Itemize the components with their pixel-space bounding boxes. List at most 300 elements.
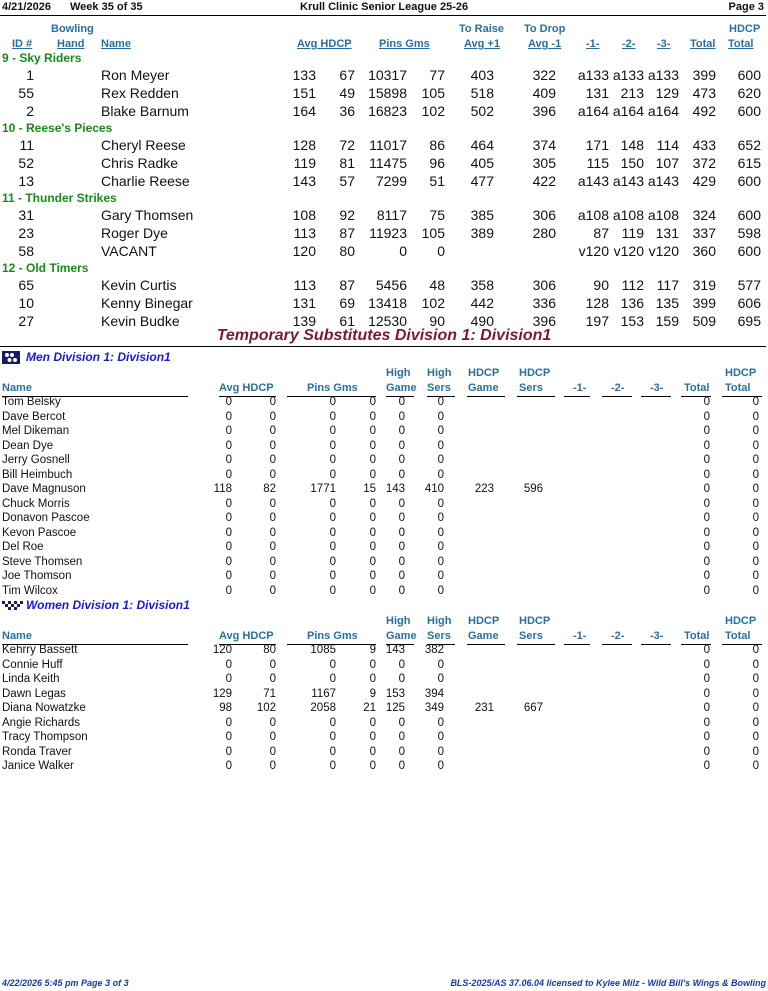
sub-hs: 349 <box>424 702 444 714</box>
bowler-raise: 464 <box>470 137 494 153</box>
bowler-row <box>0 67 768 85</box>
bowler-avg: 151 <box>292 85 316 101</box>
sub-name: Jerry Gosnell <box>2 454 70 466</box>
sub-avg: 0 <box>225 570 232 582</box>
sub-hs: 0 <box>437 497 444 510</box>
sub-hs: 0 <box>437 760 444 772</box>
sub-hg: 143 <box>385 644 405 656</box>
sub-hdcp: 0 <box>269 570 276 582</box>
sub-hs: 0 <box>437 512 444 524</box>
sub-name: Chuck Morris <box>2 497 70 510</box>
sub-hdcp: 0 <box>269 396 276 408</box>
sub-hdcp: 0 <box>269 468 276 481</box>
bowler-id: 1 <box>26 67 34 83</box>
sub-pins: 0 <box>329 512 336 524</box>
col-avg-minus1: Avg -1 <box>528 38 562 50</box>
sub-col-hdcp-game-bottom: Game <box>468 630 499 642</box>
bowler-raise: 490 <box>470 313 494 329</box>
sub-col-game3: -3- <box>650 382 664 394</box>
sub-hg: 153 <box>385 687 405 700</box>
sub-gms: 0 <box>369 468 376 481</box>
bowler-hdcp: 61 <box>339 313 355 329</box>
sub-gms: 0 <box>369 716 376 729</box>
women-sub-row <box>0 702 768 716</box>
sub-avg: 0 <box>225 410 232 423</box>
sub-pins: 0 <box>329 584 336 597</box>
women-sub-row <box>0 746 768 760</box>
bowler-total: 399 <box>692 295 716 311</box>
sub-total: 0 <box>703 425 710 437</box>
women-title-text: Women Division 1: Division1 <box>26 598 190 612</box>
bowler-hdcp: 57 <box>339 173 355 189</box>
sub-col-high-game-bottom: Game <box>386 382 417 394</box>
sub-pins: 1771 <box>310 483 336 495</box>
sub-hdcp: 0 <box>269 555 276 568</box>
sub-pins: 0 <box>329 658 336 671</box>
page-number: Page 3 <box>728 1 764 13</box>
sub-pins: 0 <box>329 745 336 758</box>
col-to-drop: To Drop <box>524 23 566 35</box>
sub-pins: 0 <box>329 526 336 539</box>
sub-avg: 129 <box>212 687 232 700</box>
sub-avg: 0 <box>225 731 232 743</box>
sub-hg: 0 <box>398 673 405 685</box>
sub-col-hdcp-total-top: HDCP <box>725 615 757 627</box>
sub-col-high-sers-bottom: Sers <box>427 630 451 642</box>
sub-avg: 0 <box>225 658 232 671</box>
bowler-gms: 96 <box>429 155 445 171</box>
sub-hs: 0 <box>437 570 444 582</box>
section-divider <box>0 346 766 347</box>
sub-htotal: 0 <box>752 468 759 481</box>
sub-pins: 2058 <box>310 702 336 714</box>
bowler-pins: 8117 <box>376 207 407 223</box>
sub-avg: 0 <box>225 584 232 597</box>
sub-hg: 0 <box>398 716 405 729</box>
sub-gms: 0 <box>369 454 376 466</box>
sub-total: 0 <box>703 760 710 772</box>
sub-hs: 0 <box>437 425 444 437</box>
bowler-row <box>0 207 768 225</box>
sub-col-high-game-top: High <box>386 615 411 627</box>
bowler-total: 324 <box>692 207 716 223</box>
sub-hg: 0 <box>398 555 405 568</box>
bowler-total: 360 <box>692 243 716 259</box>
sub-pins: 1167 <box>311 687 336 700</box>
sub-hdcp: 0 <box>269 745 276 758</box>
bowler-avg: 120 <box>292 243 316 259</box>
sub-col-high-sers-top: High <box>427 367 452 379</box>
bowler-name: Charlie Reese <box>101 173 190 189</box>
bowler-gms: 75 <box>429 207 445 223</box>
sub-pins: 0 <box>329 396 336 408</box>
sub-avg: 0 <box>225 425 232 437</box>
sub-name: Dave Magnuson <box>2 483 86 495</box>
sub-total: 0 <box>703 745 710 758</box>
sub-htotal: 0 <box>752 687 759 700</box>
col-game2: -2- <box>622 38 636 50</box>
bowler-g3: 131 <box>655 225 679 241</box>
sub-hds: 667 <box>523 702 543 714</box>
sub-name: Janice Walker <box>2 760 74 772</box>
sub-col-pins-gms: Pins Gms <box>307 382 358 394</box>
bowler-id: 31 <box>18 207 34 223</box>
sub-name: Ronda Traver <box>2 745 72 758</box>
bowler-pins: 16823 <box>368 103 407 119</box>
sub-hg: 0 <box>398 760 405 772</box>
sub-hdcp: 71 <box>263 687 276 700</box>
women-sub-row <box>0 717 768 731</box>
bowler-g2: v120 <box>613 243 644 259</box>
sub-hs: 0 <box>437 396 444 408</box>
sub-name: Tom Belsky <box>2 396 61 408</box>
bowler-drop: 336 <box>532 295 556 311</box>
col-id: ID # <box>12 38 33 50</box>
bowler-avg: 143 <box>292 173 316 189</box>
sub-gms: 9 <box>369 687 376 700</box>
sub-total: 0 <box>703 658 710 671</box>
sub-pins: 0 <box>329 439 336 452</box>
bowler-name: Blake Barnum <box>101 103 189 119</box>
bowler-g2: 153 <box>620 313 644 329</box>
sub-total: 0 <box>703 570 710 582</box>
sub-gms: 0 <box>369 497 376 510</box>
men-sub-row <box>0 425 768 439</box>
sub-col-hdcp-total-bottom: Total <box>725 630 751 642</box>
sub-hg: 0 <box>398 658 405 671</box>
bowler-name: Roger Dye <box>101 225 168 241</box>
bowler-g3: 117 <box>656 277 679 293</box>
bowler-drop: 374 <box>532 137 556 153</box>
sub-col-hdcp-total-bottom: Total <box>725 382 751 394</box>
bowler-g2: a108 <box>612 207 644 223</box>
bowler-pins: 11923 <box>369 225 407 241</box>
sub-avg: 0 <box>225 673 232 685</box>
sub-hg: 0 <box>398 439 405 452</box>
bowler-gms: 102 <box>421 103 445 119</box>
sub-hdcp: 0 <box>269 584 276 597</box>
bowler-pins: 7299 <box>375 173 407 189</box>
bowler-gms: 90 <box>429 313 445 329</box>
bowler-g3: a164 <box>647 103 679 119</box>
bowler-id: 23 <box>18 225 34 241</box>
sub-name: Mel Dikeman <box>2 425 70 437</box>
col-hand: Hand <box>57 38 85 50</box>
sub-col-name: Name <box>2 382 32 394</box>
sub-total: 0 <box>703 555 710 568</box>
sub-hs: 0 <box>437 555 444 568</box>
col-hdcp: HDCP <box>729 23 761 35</box>
sub-hg: 0 <box>398 570 405 582</box>
sub-avg: 0 <box>225 439 232 452</box>
bowler-drop: 305 <box>532 155 556 171</box>
sub-col-total: Total <box>684 382 710 394</box>
bowler-hdcp: 69 <box>339 295 355 311</box>
sub-col-hdcp-sers-top: HDCP <box>519 615 551 627</box>
bowler-total: 509 <box>692 313 716 329</box>
sub-htotal: 0 <box>752 410 759 423</box>
men-sub-row <box>0 570 768 584</box>
footer-license: BLS-2025/AS 37.06.04 licensed to Kylee Milz - Wild Bill's Wings & Bowling <box>450 978 766 988</box>
bowler-g2: 119 <box>621 225 644 241</box>
bowler-g2: 148 <box>620 137 644 153</box>
bowler-row <box>0 225 768 243</box>
men-sub-row <box>0 498 768 512</box>
bowler-g3: a143 <box>647 173 679 189</box>
men-sub-row <box>0 411 768 425</box>
sub-hdcp: 0 <box>269 541 276 553</box>
sub-hs: 0 <box>437 673 444 685</box>
bowler-total: 429 <box>692 173 716 189</box>
men-sub-row <box>0 512 768 526</box>
sub-hdcp: 102 <box>256 702 276 714</box>
bowler-drop: 422 <box>532 173 556 189</box>
sub-avg: 118 <box>213 483 232 495</box>
sub-pins: 0 <box>329 731 336 743</box>
bowler-avg: 113 <box>293 225 316 241</box>
bowler-avg: 128 <box>292 137 316 153</box>
sub-avg: 0 <box>225 541 232 553</box>
sub-pins: 0 <box>329 760 336 772</box>
sub-hs: 0 <box>437 526 444 539</box>
sub-total: 0 <box>703 541 710 553</box>
bowler-hdcp: 36 <box>339 103 355 119</box>
bowler-g1: a133 <box>577 67 609 83</box>
men-sub-row <box>0 454 768 468</box>
bowler-name: Kenny Binegar <box>101 295 193 311</box>
sub-hdcp: 0 <box>269 673 276 685</box>
bowler-name: VACANT <box>101 243 157 259</box>
sub-name: Angie Richards <box>2 716 80 729</box>
bowler-pins: 11475 <box>369 155 407 171</box>
bowler-row <box>0 243 768 261</box>
men-sub-row <box>0 541 768 555</box>
bowler-g2: 213 <box>620 85 644 101</box>
sub-avg: 120 <box>212 644 232 656</box>
sub-htotal: 0 <box>752 702 759 714</box>
bowler-htotal: 600 <box>737 103 761 119</box>
bowler-total: 372 <box>692 155 716 171</box>
sub-col-hdcp-sers-top: HDCP <box>519 367 551 379</box>
col-pins-gms: Pins Gms <box>379 38 430 50</box>
sub-htotal: 0 <box>752 512 759 524</box>
bowler-id: 58 <box>18 243 34 259</box>
bowler-hdcp: 87 <box>339 225 355 241</box>
sub-avg: 0 <box>225 745 232 758</box>
bowler-id: 27 <box>18 313 34 329</box>
bowler-g3: 135 <box>655 295 679 311</box>
sub-avg: 0 <box>225 396 232 408</box>
sub-hs: 0 <box>437 410 444 423</box>
sub-total: 0 <box>703 512 710 524</box>
sub-pins: 0 <box>329 716 336 729</box>
sub-hg: 125 <box>385 702 405 714</box>
col-avg-hdcp: Avg HDCP <box>297 38 352 50</box>
sub-hdcp: 0 <box>269 439 276 452</box>
footer-timestamp: 4/22/2026 5:45 pm Page 3 of 3 <box>2 978 129 988</box>
bowler-gms: 51 <box>429 173 445 189</box>
col-bowling: Bowling <box>51 23 94 35</box>
sub-gms: 0 <box>369 760 376 772</box>
sub-gms: 15 <box>363 483 376 495</box>
bowler-g2: 112 <box>621 277 644 293</box>
sub-htotal: 0 <box>752 716 759 729</box>
bowler-g3: a108 <box>647 207 679 223</box>
bowler-avg: 113 <box>293 277 316 293</box>
sub-name: Del Roe <box>2 541 44 553</box>
bowler-g1: 197 <box>585 313 609 329</box>
sub-col-hdcp-game-top: HDCP <box>468 367 500 379</box>
sub-hg: 0 <box>398 454 405 466</box>
bowler-gms: 102 <box>421 295 445 311</box>
bowler-gms: 48 <box>429 277 445 293</box>
bowler-avg: 119 <box>293 155 316 171</box>
bowler-htotal: 600 <box>737 207 761 223</box>
sub-col-high-game-bottom: Game <box>386 630 417 642</box>
bowler-raise: 385 <box>470 207 494 223</box>
bowler-row <box>0 277 768 295</box>
league-name: Krull Clinic Senior League 25-26 <box>300 1 469 13</box>
sub-hdcp: 80 <box>263 644 276 656</box>
sub-col-hdcp-sers-bottom: Sers <box>519 630 543 642</box>
bowler-id: 11 <box>19 137 34 153</box>
bowler-g3: 107 <box>655 155 679 171</box>
sub-gms: 0 <box>369 745 376 758</box>
sub-hg: 0 <box>398 468 405 481</box>
bowler-raise: 403 <box>470 67 494 83</box>
bowler-total: 319 <box>692 277 716 293</box>
sub-total: 0 <box>703 439 710 452</box>
sub-col-high-sers-bottom: Sers <box>427 382 451 394</box>
bowler-name: Gary Thomsen <box>101 207 194 223</box>
bowler-total: 433 <box>692 137 716 153</box>
bowler-id: 65 <box>18 277 34 293</box>
sub-hs: 0 <box>437 658 444 671</box>
sub-col-high-game-top: High <box>386 367 411 379</box>
sub-total: 0 <box>703 731 710 743</box>
sub-hs: 0 <box>437 468 444 481</box>
bowler-id: 10 <box>18 295 34 311</box>
team-name: 12 - Old Timers <box>2 261 89 275</box>
sub-gms: 0 <box>369 570 376 582</box>
sub-col-total: Total <box>684 630 710 642</box>
report-date: 4/21/2026 <box>2 1 51 13</box>
sub-gms: 0 <box>369 541 376 553</box>
sub-hdcp: 0 <box>269 512 276 524</box>
bowler-htotal: 620 <box>737 85 761 101</box>
sub-col-game2: -2- <box>611 630 625 642</box>
sub-col-game1: -1- <box>573 630 587 642</box>
sub-total: 0 <box>703 673 710 685</box>
sub-hg: 0 <box>398 396 405 408</box>
col-to-raise: To Raise <box>459 23 505 35</box>
sub-htotal: 0 <box>752 555 759 568</box>
sub-htotal: 0 <box>752 584 759 597</box>
bowler-pins: 12530 <box>368 313 407 329</box>
bowler-avg: 108 <box>292 207 316 223</box>
sub-total: 0 <box>703 687 710 700</box>
sub-hdcp: 0 <box>269 760 276 772</box>
bowler-drop: 396 <box>532 313 556 329</box>
sub-htotal: 0 <box>752 526 759 539</box>
sub-avg: 0 <box>225 468 232 481</box>
sub-gms: 0 <box>369 410 376 423</box>
bowler-id: 55 <box>18 85 34 101</box>
bowler-pins: 0 <box>399 243 407 259</box>
sub-pins: 1085 <box>310 644 336 656</box>
sub-hg: 0 <box>398 512 405 524</box>
men-title-text: Men Division 1: Division1 <box>26 350 171 364</box>
bowler-g2: a164 <box>612 103 644 119</box>
sub-pins: 0 <box>329 497 336 510</box>
sub-col-high-sers-top: High <box>427 615 452 627</box>
bowler-htotal: 600 <box>737 67 761 83</box>
col-name: Name <box>101 38 131 50</box>
bowler-g2: a133 <box>612 67 644 83</box>
sub-col-hdcp-sers-bottom: Sers <box>519 382 543 394</box>
sub-gms: 0 <box>369 731 376 743</box>
bowler-gms: 86 <box>429 137 445 153</box>
sub-hs: 0 <box>437 541 444 553</box>
bowler-name: Rex Redden <box>101 85 179 101</box>
bowler-hdcp: 87 <box>339 277 355 293</box>
bowler-avg: 139 <box>292 313 316 329</box>
sub-gms: 0 <box>369 439 376 452</box>
sub-total: 0 <box>703 702 710 714</box>
sub-gms: 0 <box>369 673 376 685</box>
team-name: 11 - Thunder Strikes <box>2 191 117 205</box>
checkered-icon <box>2 599 20 612</box>
men-sub-row <box>0 527 768 541</box>
bowler-hdcp: 49 <box>339 85 355 101</box>
sub-col-avg-hdcp: Avg HDCP <box>219 630 274 642</box>
sub-total: 0 <box>703 454 710 466</box>
bowler-g2: a143 <box>612 173 644 189</box>
bowler-gms: 105 <box>421 225 445 241</box>
bowler-drop: 396 <box>532 103 556 119</box>
sub-hdcp: 0 <box>269 731 276 743</box>
bowler-htotal: 695 <box>737 313 761 329</box>
bowler-htotal: 606 <box>737 295 761 311</box>
col-total: Total <box>690 38 716 50</box>
bowler-g1: 90 <box>593 277 609 293</box>
sub-hg: 0 <box>398 526 405 539</box>
sub-pins: 0 <box>329 468 336 481</box>
sub-name: Joe Thomson <box>2 570 72 582</box>
men-sub-row <box>0 585 768 599</box>
bowler-name: Kevin Budke <box>101 313 180 329</box>
sub-htotal: 0 <box>752 396 759 408</box>
sub-col-pins-gms: Pins Gms <box>307 630 358 642</box>
sub-name: Kehrry Bassett <box>2 644 78 656</box>
sub-hdcp: 0 <box>269 454 276 466</box>
bowler-raise: 358 <box>470 277 494 293</box>
col-game3: -3- <box>657 38 671 50</box>
sub-hdcp: 0 <box>269 497 276 510</box>
bowler-name: Ron Meyer <box>101 67 170 83</box>
sub-htotal: 0 <box>752 745 759 758</box>
bowler-pins: 15898 <box>368 85 407 101</box>
bowler-g1: 131 <box>585 85 609 101</box>
sub-htotal: 0 <box>752 439 759 452</box>
sub-name: Dean Dye <box>2 439 54 452</box>
sub-total: 0 <box>703 410 710 423</box>
sub-avg: 0 <box>225 497 232 510</box>
sub-col-name: Name <box>2 630 32 642</box>
sub-htotal: 0 <box>752 760 759 772</box>
sub-htotal: 0 <box>752 673 759 685</box>
sub-hdcp: 0 <box>269 526 276 539</box>
